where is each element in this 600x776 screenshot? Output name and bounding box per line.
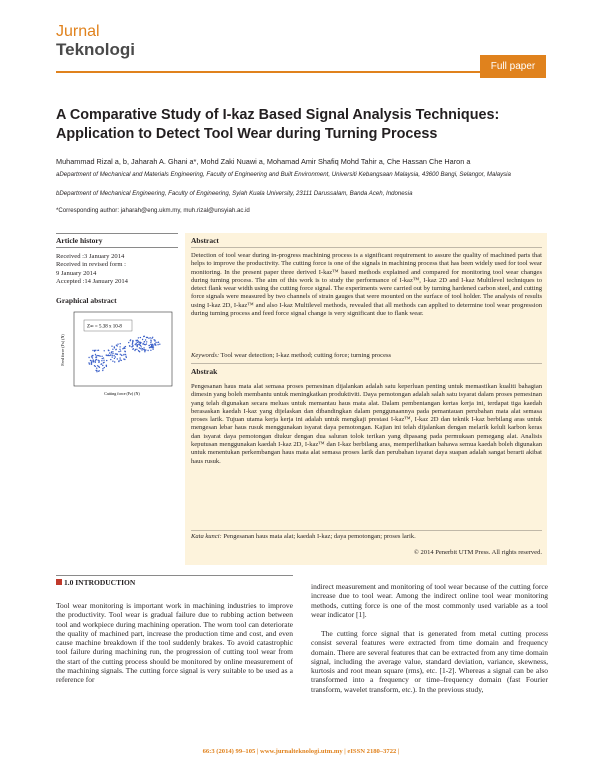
scatter-point [96, 368, 97, 369]
article-history-rule-top [56, 233, 178, 234]
scatter-point [150, 344, 151, 345]
author-list: Muhammad Rizal a, b, Jaharah A. Ghani a*, Mohd Zaki Nuawi a, Mohamad Amir Shafiq Mohd Tahir a, Che Hassan Che Haron a [56, 157, 471, 166]
scatter-point [114, 358, 115, 359]
scatter-point [146, 341, 147, 342]
scatter-point [123, 358, 124, 359]
scatter-point [139, 342, 140, 343]
scatter-point [111, 352, 112, 353]
scatter-point [113, 355, 114, 356]
scatter-point [155, 342, 156, 343]
keywords-value: Tool wear detection; I-kaz method; cutting force; turning process [220, 352, 392, 359]
scatter-point [155, 344, 156, 345]
scatter-point [157, 342, 158, 343]
scatter-point [98, 366, 99, 367]
page-footer: 66:3 (2014) 99–105 | www.jurnalteknologi.utm.my | eISSN 2180–3722 | [202, 748, 400, 755]
scatter-point [95, 357, 96, 358]
article-history-heading: Article history [56, 236, 103, 245]
scatter-point [112, 349, 113, 350]
scatter-point [150, 342, 151, 343]
scatter-point [143, 347, 144, 348]
scatter-point [128, 342, 129, 343]
scatter-point [140, 348, 141, 349]
scatter-point [117, 345, 118, 346]
scatter-point [91, 360, 92, 361]
scatter-point [116, 349, 117, 350]
scatter-point [99, 356, 100, 357]
scatter-point [149, 345, 150, 346]
scatter-point [154, 340, 155, 341]
scatter-point [88, 362, 89, 363]
scatter-point [88, 357, 89, 358]
scatter-point [94, 350, 95, 351]
scatter-point [150, 346, 151, 347]
scatter-point [120, 354, 121, 355]
scatter-point [125, 346, 126, 347]
scatter-point [119, 349, 120, 350]
equation-label: Z∞ = 5.38 x 10-8 [87, 324, 122, 330]
scatter-point [136, 344, 137, 345]
scatter-point [101, 356, 102, 357]
scatter-point [97, 350, 98, 351]
scatter-point [112, 351, 113, 352]
scatter-point [129, 345, 130, 346]
scatter-point [119, 346, 120, 347]
abstract-heading: Abstract [191, 236, 219, 245]
scatter-point [95, 355, 96, 356]
scatter-point [108, 350, 109, 351]
scatter-point [115, 356, 116, 357]
scatter-point [150, 340, 151, 341]
scatter-point [152, 348, 153, 349]
scatter-point [125, 356, 126, 357]
abstract-keywords [191, 352, 542, 360]
scatter-point [95, 362, 96, 363]
article-history-rule-bottom [56, 247, 178, 248]
scatter-point [92, 355, 93, 356]
intro-right-paragraph-1: indirect measurement and monitoring of tool wear because of the cutting force increase due to tool wear. Among the indirect online tool wear monitoring methods, cutting force is one of the most commonly used variable as a tool wear indicator [1]. [311, 582, 548, 619]
scatter-point [114, 361, 115, 362]
journal-logo-word2: Teknologi [56, 40, 136, 59]
header-rule [56, 71, 480, 73]
scatter-point [159, 344, 160, 345]
scatter-point [103, 362, 104, 363]
history-line: Received :3 January 2014 [56, 253, 125, 260]
scatter-point [140, 337, 141, 338]
scatter-point [146, 337, 147, 338]
intro-right-paragraph-2: The cutting force signal that is generated from metal cutting process consist several features were extracted from time domain and frequency domain. There are several features that can be extracted from any time domain signal, including the average value, standard deviation, variance, skewness, kurtosis and root mean square (rms), etc. [1-2]. Whereas a signal can be also transformed into a frequency or time–frequency domain (fast Fourier transform, wavelet transform, etc.). In the previous study, [311, 629, 548, 694]
intro-rule [56, 575, 293, 576]
affiliation-b: bDepartment of Mechanical Engineering, Faculty of Engineering, Syiah Kuala University, 23111 Darussalam, Banda Aceh, Indonesia [56, 190, 413, 197]
scatter-point [115, 353, 116, 354]
scatter-point [96, 371, 97, 372]
scatter-point [104, 367, 105, 368]
scatter-point [131, 346, 132, 347]
paper-title: A Comparative Study of I-kaz Based Signal Analysis Techniques: Application to Detect Tool Wear during Turning Process [56, 107, 500, 142]
scatter-point [132, 341, 133, 342]
scatter-point [140, 342, 141, 343]
scatter-point [137, 340, 138, 341]
scatter-point [112, 361, 113, 362]
graphical-abstract-heading: Graphical abstract [56, 296, 117, 305]
scatter-point [138, 350, 139, 351]
scatter-point [117, 358, 118, 359]
abstract-text: Detection of tool wear during in-progress machining process is a significant requirement to assure the quality of machined parts that helps to improve the productivity. The cutting force is one of the signals in machining process that has been widely used for tool wear monitoring. In the present paper three derived I-kaz™ based methods explained and compared for monitoring tool wear changes during turning process. The aim of this work is to study the performance of I-kaz™, I-kaz 2D and I-kaz Multilevel techniques to detect flank wear width using the cutting force signal. The experiments were carried out by turning hardened carbon steel, and cutting force signals were measured by two channels of strain gauges that were mounted on the surface of tool holder. The analysis of results using I-kaz 2D, I-kaz™ and also I-kaz Multilevel methods, revealed that all methods can applied to determine tool wear progression during turning process and feed force signal change is very significant due to flank wear. [191, 252, 542, 318]
scatter-point [130, 340, 131, 341]
scatter-point [120, 343, 121, 344]
scatter-point [145, 344, 146, 345]
scatter-point [102, 365, 103, 366]
scatter-point [100, 364, 101, 365]
abstract-rule [191, 247, 542, 248]
abstrak-text: Pengesanan haus mata alat semasa proses pemesinan dijalankan adalah satu keperluan penting untuk memastikan kualiti bahagian dimesin yang boleh membantu untuk meningkatkan produktiviti. Daya pemotongan adalah salah satu isyarat dalam proses pemesinan yang telah digunakan secara meluas untuk memantau haus mata alat. Dalam pembentangan kertas kerja ini, terdapat tiga kaedah berasaskan kaedah I-kaz yang dijelaskan dan dibandingkan dalam penggunaannya pada pemantauan perubahan mata alat semasa proses larik. Tujuan utama kerja kerja ini adalah untuk mengkaji prestasi I-kaz™, I-kaz 2D dan teknik I-kaz berbilang aras untuk mengesan lebar haus rusuk menggunakan isyarat daya pemotongan. Kajian ini telah dijalankan dengan melarik keluli karbon keras dan isyarat daya pemotongan diukur dengan dua saluran tolok terikan yang dipasang pada permukaan pemegang alat. Analisis keputusan menggunakan kaedah I-kaz 2D, I-kaz™ dan I-kaz berbilang aras, memperlihatkan bahawa semua kaedah boleh digunakan untuk menentukan perkembangan haus mata alat semasa proses larik dan perubahan isyarat daya suapan adalah sangat berarti akibat haus rusuk. [191, 383, 542, 465]
scatter-point [143, 336, 144, 337]
scatter-point [145, 349, 146, 350]
kata-kunci-value: Pengesanan haus mata alat; kaedah I-kaz; daya pemotongan; proses larik. [223, 533, 416, 540]
scatter-point [123, 354, 124, 355]
scatter-point [102, 370, 103, 371]
scatter-point [98, 355, 99, 356]
scatter-point [138, 343, 139, 344]
scatter-point [136, 349, 137, 350]
scatter-point [95, 350, 96, 351]
scatter-point [141, 349, 142, 350]
scatter-point [95, 366, 96, 367]
scatter-point [153, 346, 154, 347]
scatter-point [117, 344, 118, 345]
scatter-point [144, 341, 145, 342]
scatter-point [142, 339, 143, 340]
scatter-point [106, 366, 107, 367]
scatter-point [157, 344, 158, 345]
history-line: Received in revised form : [56, 261, 126, 269]
scatter-point [102, 368, 103, 369]
scatter-point [142, 348, 143, 349]
abstrak-rule-bottom [191, 530, 542, 531]
scatter-point [125, 354, 126, 355]
scatter-point [140, 345, 141, 346]
scatter-point [132, 343, 133, 344]
abstrak-rule-top [191, 363, 542, 364]
scatter-point [121, 355, 122, 356]
abstrak-heading: Abstrak [191, 367, 218, 376]
scatter-point [139, 347, 140, 348]
corresponding-author: *Corresponding author: jaharah@eng.ukm.my, muh.rizal@unsyiah.ac.id [56, 207, 250, 214]
scatter-point [112, 356, 113, 357]
scatter-point [136, 343, 137, 344]
section-heading: 1.0 INTRODUCTION [64, 578, 136, 587]
copyright: © 2014 Penerbit UTM Press. All rights reserved. [413, 549, 542, 556]
affiliation-a: aDepartment of Mechanical and Materials Engineering, Faculty of Engineering and Built Environment, Universiti Kebangsaan Malaysia, 43600 Bangi, Selangor, Malaysia [56, 171, 511, 178]
scatter-point [138, 337, 139, 338]
scatter-point [116, 353, 117, 354]
scatter-point [137, 342, 138, 343]
scatter-point [150, 337, 151, 338]
scatter-point [145, 339, 146, 340]
intro-left-column: Tool wear monitoring is important work in machining industries to improve the productivity. Tool wear is gradual failure due to rubbing action between tool and workpiece during machining operation. The worn tool can deteriorate the quality of machined part, increase the production time and cost, and even cause machine breakdown if the tool suddenly brakes. To avoid catastrophic tool failure during machining run, the progression of cutting tool wear from the start of the cutting process should be monitored by online measurement of the machining signals. The cutting force signal is very suitable to be used as a reference for [56, 601, 293, 684]
scatter-point [92, 357, 93, 358]
graphical-abstract-scatter [56, 308, 176, 398]
scatter-point [110, 354, 111, 355]
scatter-point [95, 359, 96, 360]
scatter-point [108, 354, 109, 355]
scatter-point [148, 338, 149, 339]
scatter-point [126, 357, 127, 358]
scatter-point [149, 347, 150, 348]
section-marker-icon [56, 579, 62, 585]
scatter-point [104, 350, 105, 351]
scatter-point [96, 370, 97, 371]
scatter-point [106, 354, 107, 355]
scatter-point [137, 346, 138, 347]
scatter-point [114, 347, 115, 348]
history-line: Accepted :14 January 2014 [56, 277, 128, 285]
scatter-point [121, 360, 122, 361]
scatter-point [106, 360, 107, 361]
article-history-lines [56, 253, 180, 286]
scatter-point [120, 350, 121, 351]
scatter-point [111, 346, 112, 347]
scatter-point [119, 357, 120, 358]
scatter-point [118, 351, 119, 352]
scatter-point [103, 357, 104, 358]
scatter-point [112, 353, 113, 354]
scatter-point [146, 343, 147, 344]
journal-logo [56, 24, 135, 58]
abstrak-keywords [191, 533, 542, 541]
scatter-point [141, 346, 142, 347]
scatter-point [109, 352, 110, 353]
keywords-label: Keywords: [191, 352, 220, 359]
history-line: 9 January 2014 [56, 269, 97, 277]
scatter-point [98, 360, 99, 361]
kata-kunci-label: Kata kunci: [191, 533, 222, 540]
scatter-point [92, 350, 93, 351]
scatter-point [133, 348, 134, 349]
scatter-point [139, 351, 140, 352]
scatter-point [123, 348, 124, 349]
scatter-point [91, 362, 92, 363]
scatter-point [143, 349, 144, 350]
scatter-point [151, 338, 152, 339]
scatter-point [112, 355, 113, 356]
scatter-point [101, 360, 102, 361]
scatter-point [135, 340, 136, 341]
scatter-point [93, 360, 94, 361]
full-paper-badge: Full paper [480, 55, 546, 78]
scatter-point [99, 370, 100, 371]
x-axis-label: Cutting force (Fz) (N) [104, 391, 140, 396]
scatter-point [150, 350, 151, 351]
scatter-point [102, 358, 103, 359]
scatter-point [135, 349, 136, 350]
scatter-point [95, 354, 96, 355]
scatter-point [118, 360, 119, 361]
scatter-point [147, 350, 148, 351]
scatter-point [110, 359, 111, 360]
scatter-point [124, 351, 125, 352]
y-axis-label: Feed force (Fx) (N) [60, 334, 65, 366]
scatter-point [103, 360, 104, 361]
scatter-point [143, 343, 144, 344]
journal-logo-word1: Jurnal [56, 23, 100, 40]
